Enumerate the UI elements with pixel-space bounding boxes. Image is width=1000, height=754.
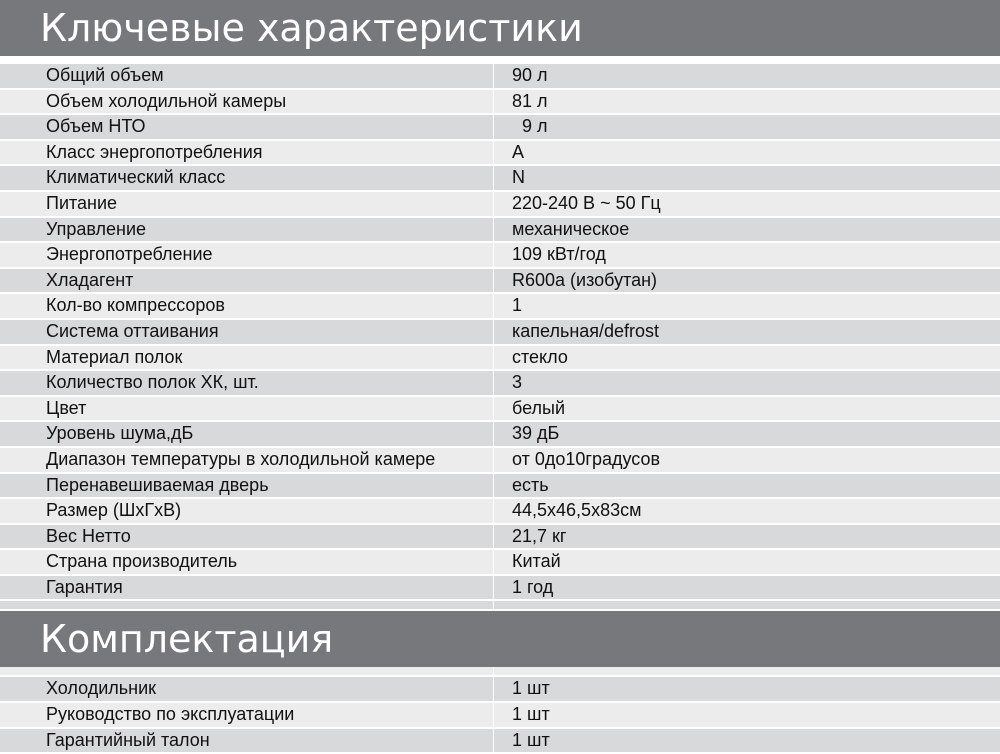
row-value: 90 л [512,65,548,85]
blank-row [0,601,1000,611]
table-row [0,525,1000,551]
table-row [0,422,1000,448]
table-row [0,218,1000,244]
row-label: Вес Нетто [0,525,494,549]
row-label: Цвет [0,397,494,421]
row-value: R600a (изобутан) [512,269,658,290]
row-label: Кол-во компрессоров [0,294,494,318]
table-row [0,64,1000,90]
specs-title: Ключевые характеристики [40,6,583,50]
row-label: Хладагент [0,269,494,293]
row-value: 9 л [512,116,548,137]
table-row [0,166,1000,192]
row-value: механическое [512,218,630,239]
row-value: 81 л [512,90,548,111]
specs-table [0,64,1000,601]
table-row [0,294,1000,320]
table-row [0,192,1000,218]
table-row [0,320,1000,346]
table-row [0,269,1000,295]
row-label: Объем НТО [0,115,494,139]
row-value: 1 шт [512,704,550,725]
row-value: Китай [512,551,561,572]
row-label: Материал полок [0,346,494,370]
row-label: Перенавешиваемая дверь [0,474,494,498]
table-row [0,729,1000,754]
row-value: 220-240 В ~ 50 Гц [512,192,661,213]
row-value: есть [512,474,549,495]
table-row [0,346,1000,372]
row-label: Система оттаивания [0,320,494,344]
kit-table [0,677,1000,754]
row-value: 1 шт [512,678,550,699]
table-row [0,141,1000,167]
table-row [0,448,1000,474]
kit-title: Комплектация [40,617,334,662]
row-value: 109 кВт/год [512,244,606,265]
row-label: Объем холодильной камеры [0,90,494,114]
row-label: Страна производитель [0,550,494,574]
row-label: Энергопотребление [0,243,494,267]
row-value: 21,7 кг [512,525,567,546]
table-row [0,397,1000,423]
table-row [0,115,1000,141]
table-row [0,499,1000,525]
table-row [0,550,1000,576]
specs-header [0,0,1000,56]
table-row [0,474,1000,500]
row-label: Уровень шума,дБ [0,422,494,446]
row-label: Питание [0,192,494,216]
table-row [0,703,1000,729]
row-label: Размер (ШхГхВ) [0,499,494,523]
row-value: 39 дБ [512,423,560,444]
row-value: 1 год [512,576,554,597]
row-value: А [512,141,525,162]
row-value: капельная/defrost [512,320,660,341]
row-label: Гарантия [0,576,494,600]
row-value: 1 шт [512,729,550,750]
kit-header [0,611,1000,667]
row-label: Управление [0,218,494,242]
row-label: Холодильник [0,677,494,701]
table-row [0,371,1000,397]
spacer [0,56,1000,64]
row-value: 44,5х46,5х83см [512,500,642,521]
row-label: Общий объем [0,64,494,88]
row-value: от 0до10градусов [512,448,661,469]
row-label: Климатический класс [0,166,494,190]
row-value: 3 [512,372,523,393]
row-label: Количество полок ХК, шт. [0,371,494,395]
table-row [0,576,1000,602]
row-value: N [512,167,525,188]
row-label: Руководство по эксплуатации [0,703,494,727]
row-label: Гарантийный талон [0,729,494,753]
table-row [0,677,1000,703]
row-value: 1 [512,295,523,316]
row-value: белый [512,397,566,418]
table-row [0,90,1000,116]
row-value: стекло [512,346,568,367]
row-label: Класс энергопотребления [0,141,494,165]
table-row [0,243,1000,269]
blank-row [0,667,1000,677]
row-label: Диапазон температуры в холодильной камере [0,448,494,472]
